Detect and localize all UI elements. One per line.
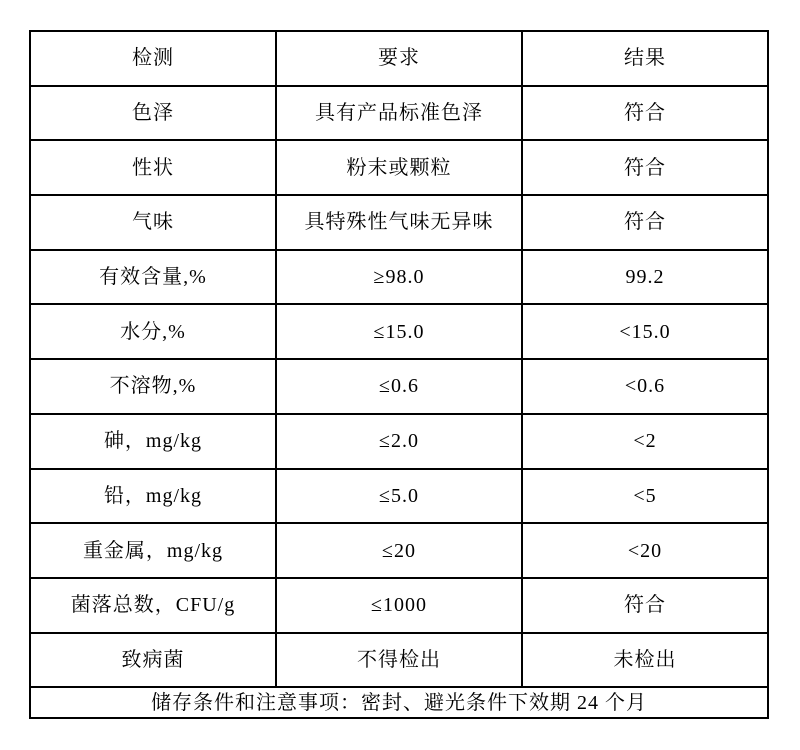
requirement-cell: ≤1000 <box>276 578 522 633</box>
table-row <box>30 195 768 250</box>
item-cell: 色泽 <box>30 86 276 141</box>
requirement-cell: ≤5.0 <box>276 469 522 524</box>
requirement-cell: ≤2.0 <box>276 414 522 469</box>
requirement-cell: ≥98.0 <box>276 250 522 305</box>
result-cell: <5 <box>522 469 768 524</box>
table-row <box>30 304 768 359</box>
item-cell: 致病菌 <box>30 633 276 688</box>
table-row <box>30 523 768 578</box>
item-cell: 铅，mg/kg <box>30 469 276 524</box>
table-footer-row <box>30 687 768 718</box>
item-cell: 性状 <box>30 140 276 195</box>
item-cell: 不溶物,% <box>30 359 276 414</box>
table-row <box>30 140 768 195</box>
item-cell: 重金属，mg/kg <box>30 523 276 578</box>
result-cell: <15.0 <box>522 304 768 359</box>
table-header-row <box>30 31 768 86</box>
requirement-cell: 不得检出 <box>276 633 522 688</box>
item-cell: 菌落总数，CFU/g <box>30 578 276 633</box>
requirement-cell: 具特殊性气味无异味 <box>276 195 522 250</box>
item-cell: 水分,% <box>30 304 276 359</box>
header-cell-requirement: 要求 <box>276 31 522 86</box>
header-cell-result: 结果 <box>522 31 768 86</box>
table-row <box>30 86 768 141</box>
item-cell: 气味 <box>30 195 276 250</box>
requirement-cell: 粉末或颗粒 <box>276 140 522 195</box>
table-row <box>30 633 768 688</box>
table-row <box>30 250 768 305</box>
requirement-cell: ≤0.6 <box>276 359 522 414</box>
result-cell: 符合 <box>522 578 768 633</box>
table-row <box>30 359 768 414</box>
table-row <box>30 414 768 469</box>
result-cell: 99.2 <box>522 250 768 305</box>
header-cell-test: 检测 <box>30 31 276 86</box>
result-cell: 符合 <box>522 140 768 195</box>
storage-note: 储存条件和注意事项：密封、避光条件下效期 24 个月 <box>30 687 768 718</box>
table-row <box>30 469 768 524</box>
requirement-cell: ≤15.0 <box>276 304 522 359</box>
result-cell: 未检出 <box>522 633 768 688</box>
item-cell: 砷，mg/kg <box>30 414 276 469</box>
inspection-table <box>29 30 769 719</box>
item-cell: 有效含量,% <box>30 250 276 305</box>
result-cell: <0.6 <box>522 359 768 414</box>
result-cell: <2 <box>522 414 768 469</box>
requirement-cell: 具有产品标准色泽 <box>276 86 522 141</box>
table-row <box>30 578 768 633</box>
result-cell: 符合 <box>522 86 768 141</box>
result-cell: <20 <box>522 523 768 578</box>
result-cell: 符合 <box>522 195 768 250</box>
requirement-cell: ≤20 <box>276 523 522 578</box>
